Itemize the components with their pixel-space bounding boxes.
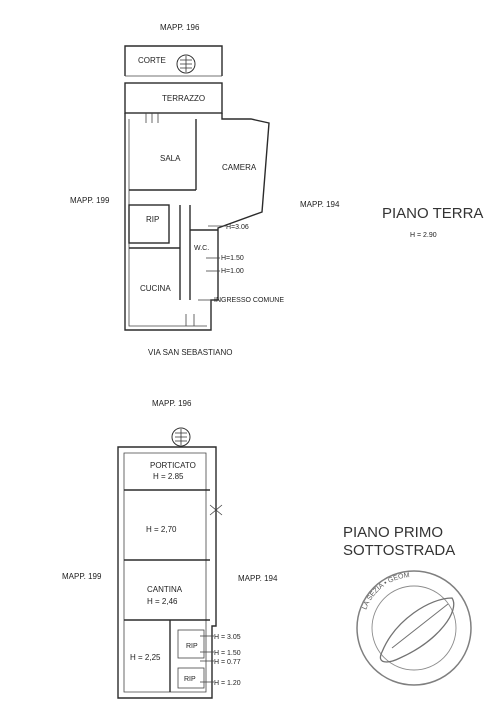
height-306-label: H=3.06 (226, 224, 249, 231)
compass-rose-bottom-icon (172, 428, 190, 446)
plan-piano-primo-sottostrada (62, 399, 455, 698)
rip-label: RIP (146, 215, 160, 224)
piano-primo-title-line2: SOTTOSTRADA (343, 542, 456, 559)
mapp-194-top-label: MAPP. 194 (300, 200, 340, 209)
stamp-signature-stroke (392, 604, 448, 648)
entry-door-marks (186, 314, 194, 326)
height-120-label: H = 1.20 (214, 680, 241, 687)
rip-lower-label: RIP (184, 676, 196, 683)
cucina-label: CUCINA (140, 284, 171, 293)
camera-label: CAMERA (222, 163, 257, 172)
mapp-196-bottom-label: MAPP. 196 (152, 399, 192, 408)
height-150-label: H=1.50 (221, 255, 244, 262)
mapp-199-top-label: MAPP. 199 (70, 196, 110, 205)
mapp-194-bottom-label: MAPP. 194 (238, 574, 278, 583)
height-100-label: H=1.00 (221, 268, 244, 275)
stairs-lines (146, 113, 158, 123)
mapp-199-bottom-label: MAPP. 199 (62, 572, 102, 581)
bottom-room-height-label: H = 2,25 (130, 653, 161, 662)
piano-terra-title: PIANO TERRA (382, 205, 484, 222)
stamp-text: LA SEZIA • GEOM (361, 572, 411, 611)
height-305-label: H = 3.05 (214, 634, 241, 641)
height-150-bottom-label: H = 1.50 (214, 650, 241, 657)
plan-piano-terra (70, 23, 483, 357)
porticato-label: PORTICATO (150, 461, 196, 470)
height-077-label: H = 0.77 (214, 659, 241, 666)
piano-primo-title-line1: PIANO PRIMO (343, 524, 444, 541)
room-270-height-label: H = 2,70 (146, 525, 177, 534)
cantina-label: CANTINA (147, 585, 183, 594)
rip-room-outline (129, 205, 169, 243)
mapp-196-top-label: MAPP. 196 (160, 23, 200, 32)
corte-label: CORTE (138, 56, 166, 65)
sala-label: SALA (160, 154, 181, 163)
street-label: VIA SAN SEBASTIANO (148, 348, 233, 357)
piano-terra-height: H = 2.90 (410, 232, 437, 239)
porticato-height-label: H = 2.85 (153, 472, 184, 481)
wc-label: W.C. (194, 245, 210, 252)
surveyor-stamp (357, 571, 471, 685)
compass-rose-icon (177, 55, 195, 73)
terrazzo-label: TERRAZZO (162, 94, 206, 103)
rip-upper-label: RIP (186, 643, 198, 650)
cantina-height-label: H = 2,46 (147, 597, 178, 606)
ingresso-comune-label: INGRESSO COMUNE (214, 297, 285, 304)
